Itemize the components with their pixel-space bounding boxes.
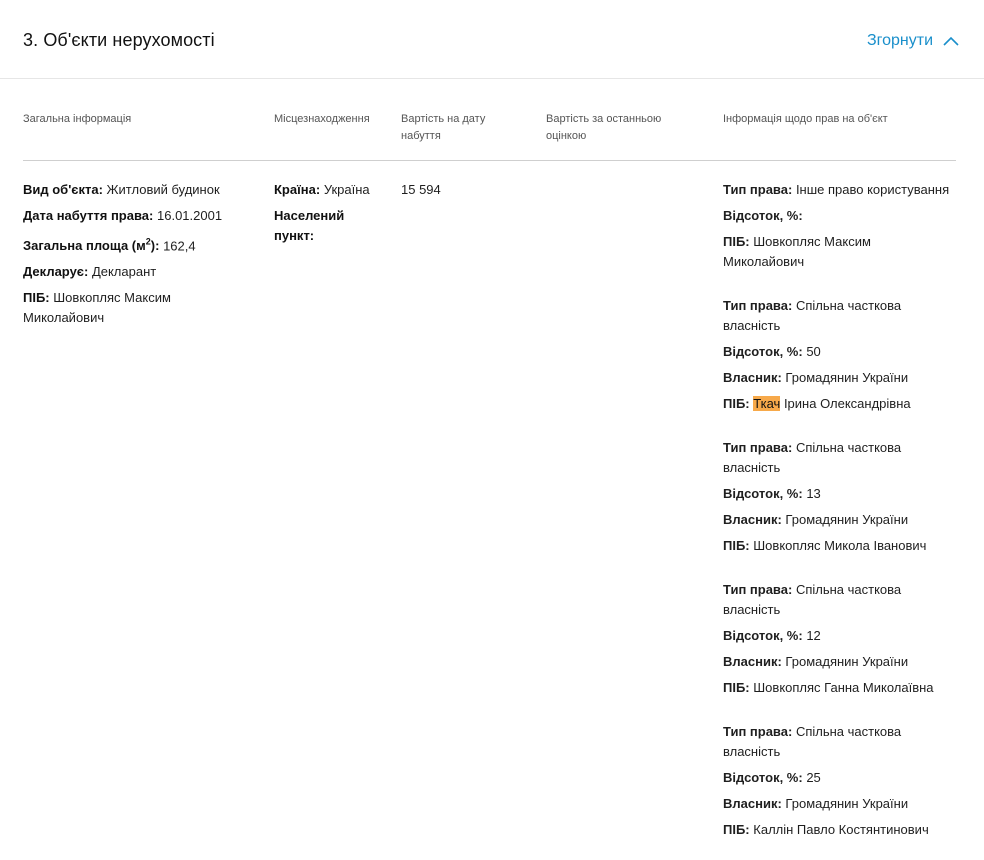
rights-block: [723, 722, 929, 846]
right-pib-line: ПІБ: Шовкопляс Ганна Миколаївна: [723, 680, 934, 695]
section-header: [0, 0, 984, 79]
general-pib-value: Шовкопляс Максим Миколайович: [23, 290, 171, 326]
right-owner-line: Власник: Громадянин України: [723, 512, 909, 527]
acquisition-date-value: 16.01.2001: [157, 208, 223, 223]
cost-acquisition-value: 15 594: [401, 182, 441, 197]
right-percent-line: Відсоток, %: 25: [723, 770, 821, 785]
table-divider: [23, 160, 956, 161]
settlement-label: Населений пункт:: [274, 208, 345, 243]
right-pib-line: ПІБ: Шовкопляс Максим Миколайович: [723, 234, 871, 269]
right-owner-line: Власник: Громадянин України: [723, 796, 909, 811]
section-title: 3. Об'єкти нерухомості: [23, 30, 215, 50]
acquisition-date-line: [23, 206, 258, 226]
acquisition-date-label: Дата набуття права:: [23, 208, 154, 223]
chevron-up-icon: [942, 35, 960, 47]
rights-block: [723, 296, 923, 420]
right-percent-line: Відсоток, %:: [723, 208, 803, 223]
header-cost-last: Вартість за останньою оцінкою: [546, 113, 662, 142]
object-type-line: [23, 180, 258, 200]
rights-block: [723, 438, 927, 562]
declarant-value: Декларант: [91, 264, 157, 280]
right-percent-line: Відсоток, %: 12: [723, 628, 821, 643]
general-info: [23, 180, 258, 328]
right-type-line: Тип права: Інше право користування: [723, 182, 950, 197]
settlement-line: [274, 206, 354, 246]
object-type-label: Вид об'єкта:: [23, 182, 103, 197]
object-type-value: Житловий будинок: [106, 182, 220, 197]
right-type-line: Тип права: Спільна часткова власність: [723, 582, 902, 617]
right-percent-line: Відсоток, %: 50: [723, 344, 821, 359]
country-value: Україна: [323, 182, 370, 197]
right-type-line: Тип права: Спільна часткова власність: [723, 724, 902, 759]
right-type-line: Тип права: Спільна часткова власність: [723, 440, 902, 475]
right-owner-line: Власник: Громадянин України: [723, 370, 909, 385]
search-highlight: Ткач: [753, 396, 781, 411]
header-cost-acquisition: Вартість на дату набуття: [401, 113, 486, 142]
right-pib-line: ПІБ: Шовкопляс Микола Іванович: [723, 538, 927, 553]
right-pib-line: ПІБ: Ткач Ірина Олександрівна: [723, 396, 911, 411]
declarant-line: [23, 262, 258, 282]
total-area-value: 162,4: [163, 238, 196, 254]
location-info: [274, 180, 389, 246]
declarant-label: Декларує:: [23, 264, 89, 280]
general-pib-label: ПІБ:: [23, 290, 50, 306]
header-location: Місцезнаходження: [274, 113, 370, 125]
country-line: [274, 180, 389, 200]
general-pib-line: [23, 288, 198, 328]
header-rights: Інформація щодо прав на об'єкт: [723, 113, 888, 125]
country-label: Країна:: [274, 182, 321, 197]
header-general: Загальна інформація: [23, 113, 132, 125]
collapse-label: Згорнути: [866, 32, 933, 49]
right-owner-line: Власник: Громадянин України: [723, 654, 909, 669]
total-area-label: Загальна площа $(м^2)$:: [23, 237, 160, 254]
right-percent-line: Відсоток, %: 13: [723, 486, 821, 501]
rights-block: [723, 180, 963, 278]
collapse-button[interactable]: [867, 32, 960, 50]
right-pib-line: ПІБ: Каллін Павло Костянтинович: [723, 822, 929, 837]
right-type-line: Тип права: Спільна часткова власність: [723, 298, 902, 333]
rights-block: [723, 580, 934, 704]
total-area-line: [23, 232, 258, 256]
